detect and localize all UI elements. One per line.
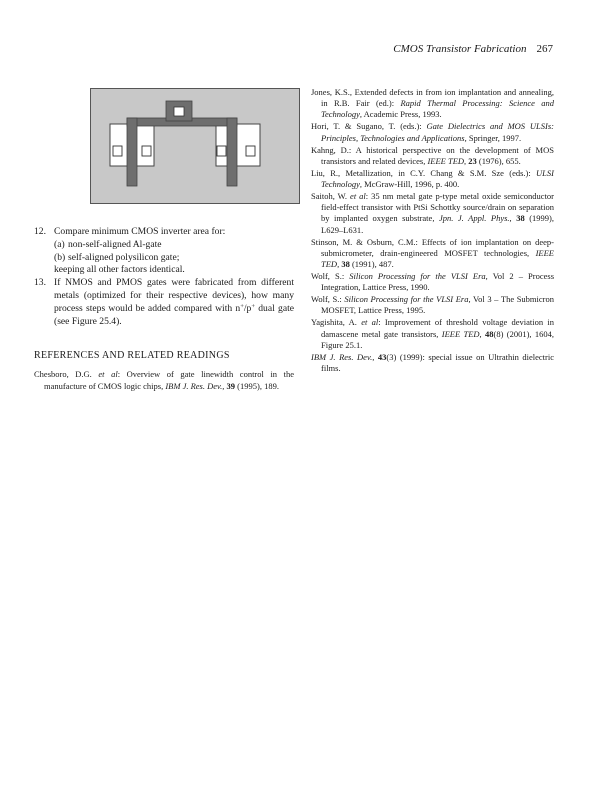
- superscript-plus: +: [240, 302, 244, 310]
- superscript-plus: +: [251, 302, 256, 310]
- nmos-drain-contact: [142, 146, 151, 156]
- reference-entry: Saitoh, W. et al: 35 nm metal gate p-type metal oxide semiconductor field-effect transistor with PtSi Schottky source/drain on separation by implanted oxygen substrate, Jpn. J. Appl. Phys., 38 (1999), L629–L631.: [311, 191, 555, 235]
- reference-entry: Wolf, S.: Silicon Processing for the VLSI Era, Vol 2 – Process Integration, Lattice Press, 1990.: [311, 271, 554, 293]
- question-12-item-a: [54, 239, 294, 252]
- question-12-closing: keeping all other factors identical.: [54, 264, 185, 276]
- question-12: [34, 226, 294, 239]
- nmos-source-contact: [113, 146, 122, 156]
- reference-entry: Stinson, M. & Osburn, C.M.: Effects of ion implantation on deep-submicrometer, drain-engineered MOSFET technologies, IEEE TED, 38 (1991), 487.: [311, 236, 554, 270]
- reference-entry: Hori, T. & Sugano, T. (eds.): Gate Dielectrics and MOS ULSIs: Principles, Technologies and Applications, Springer, 1997.: [311, 121, 554, 143]
- pmos-drain-contact: [217, 146, 226, 156]
- gate-right-leg: [227, 118, 237, 186]
- references-heading: REFERENCES AND RELATED READINGS: [34, 350, 230, 362]
- item-text: non-self-aligned Al-gate: [68, 238, 162, 250]
- running-title: CMOS Transistor Fabrication: [393, 43, 527, 55]
- running-header: [0, 43, 553, 57]
- reference-entry: Kahng, D.: A historical perspective on the development of MOS transistors and related devices, IEEE TED, 23 (1976), 655.: [311, 144, 554, 166]
- question-12-item-b: [54, 252, 294, 265]
- left-column: [34, 226, 294, 393]
- page-number: 267: [536, 43, 553, 55]
- question-number: 13.: [34, 277, 46, 289]
- reference-entry: IBM J. Res. Dev., 43(3) (1999): special issue on Ultrathin dielectric films.: [311, 351, 555, 374]
- reference-entry: Yagishita, A. et al: Improvement of threshold voltage deviation in damascene metal gate transistors, IEEE TED, 48(8) (2001), 1604, Figure 25.1.: [311, 317, 555, 350]
- question-13: [34, 277, 294, 328]
- reference-entry: Liu, R., Metallization, in C.Y. Chang & S.M. Sze (eds.): ULSI Technology, McGraw-Hill, 1996, p. 400.: [311, 167, 554, 190]
- question-number: 12.: [34, 226, 46, 237]
- reference-entry: Jones, K.S., Extended defects in from ion implantation and annealing, in R.B. Fair (ed.): Rapid Thermal Processing: Science and Technology, Academic Press, 1993.: [311, 87, 554, 120]
- reference-entry: Wolf, S.: Silicon Processing for the VLSI Era, Vol 3 – The Submicron MOSFET, Lattice Press, 1995.: [311, 294, 554, 316]
- pmos-source-contact: [246, 146, 255, 156]
- item-label: (a): [54, 238, 65, 250]
- reference-entry: Chesboro, D.G. et al: Overview of gate linewidth control in the manufacture of CMOS logic chips, IBM J. Res. Dev., 39 (1995), 189.: [34, 369, 295, 391]
- question-text-end: dual gate (see Figure 25.4).: [54, 302, 294, 327]
- question-text: If NMOS and PMOS gates were fabricated from different metals (optimized for their respective devices), how many process steps would be added compared with n: [54, 277, 294, 314]
- gate-contact-hole: [174, 107, 184, 116]
- gate-left-leg: [127, 118, 137, 186]
- pmos-active-region: [216, 124, 260, 166]
- right-column-references: [311, 87, 554, 375]
- cmos-layout-figure: [90, 88, 300, 204]
- item-label: (b): [54, 251, 66, 263]
- question-text-mid: /p: [243, 302, 252, 314]
- item-text: self-aligned polysilicon gate;: [68, 251, 180, 263]
- question-text: Compare minimum CMOS inverter area for:: [54, 226, 226, 237]
